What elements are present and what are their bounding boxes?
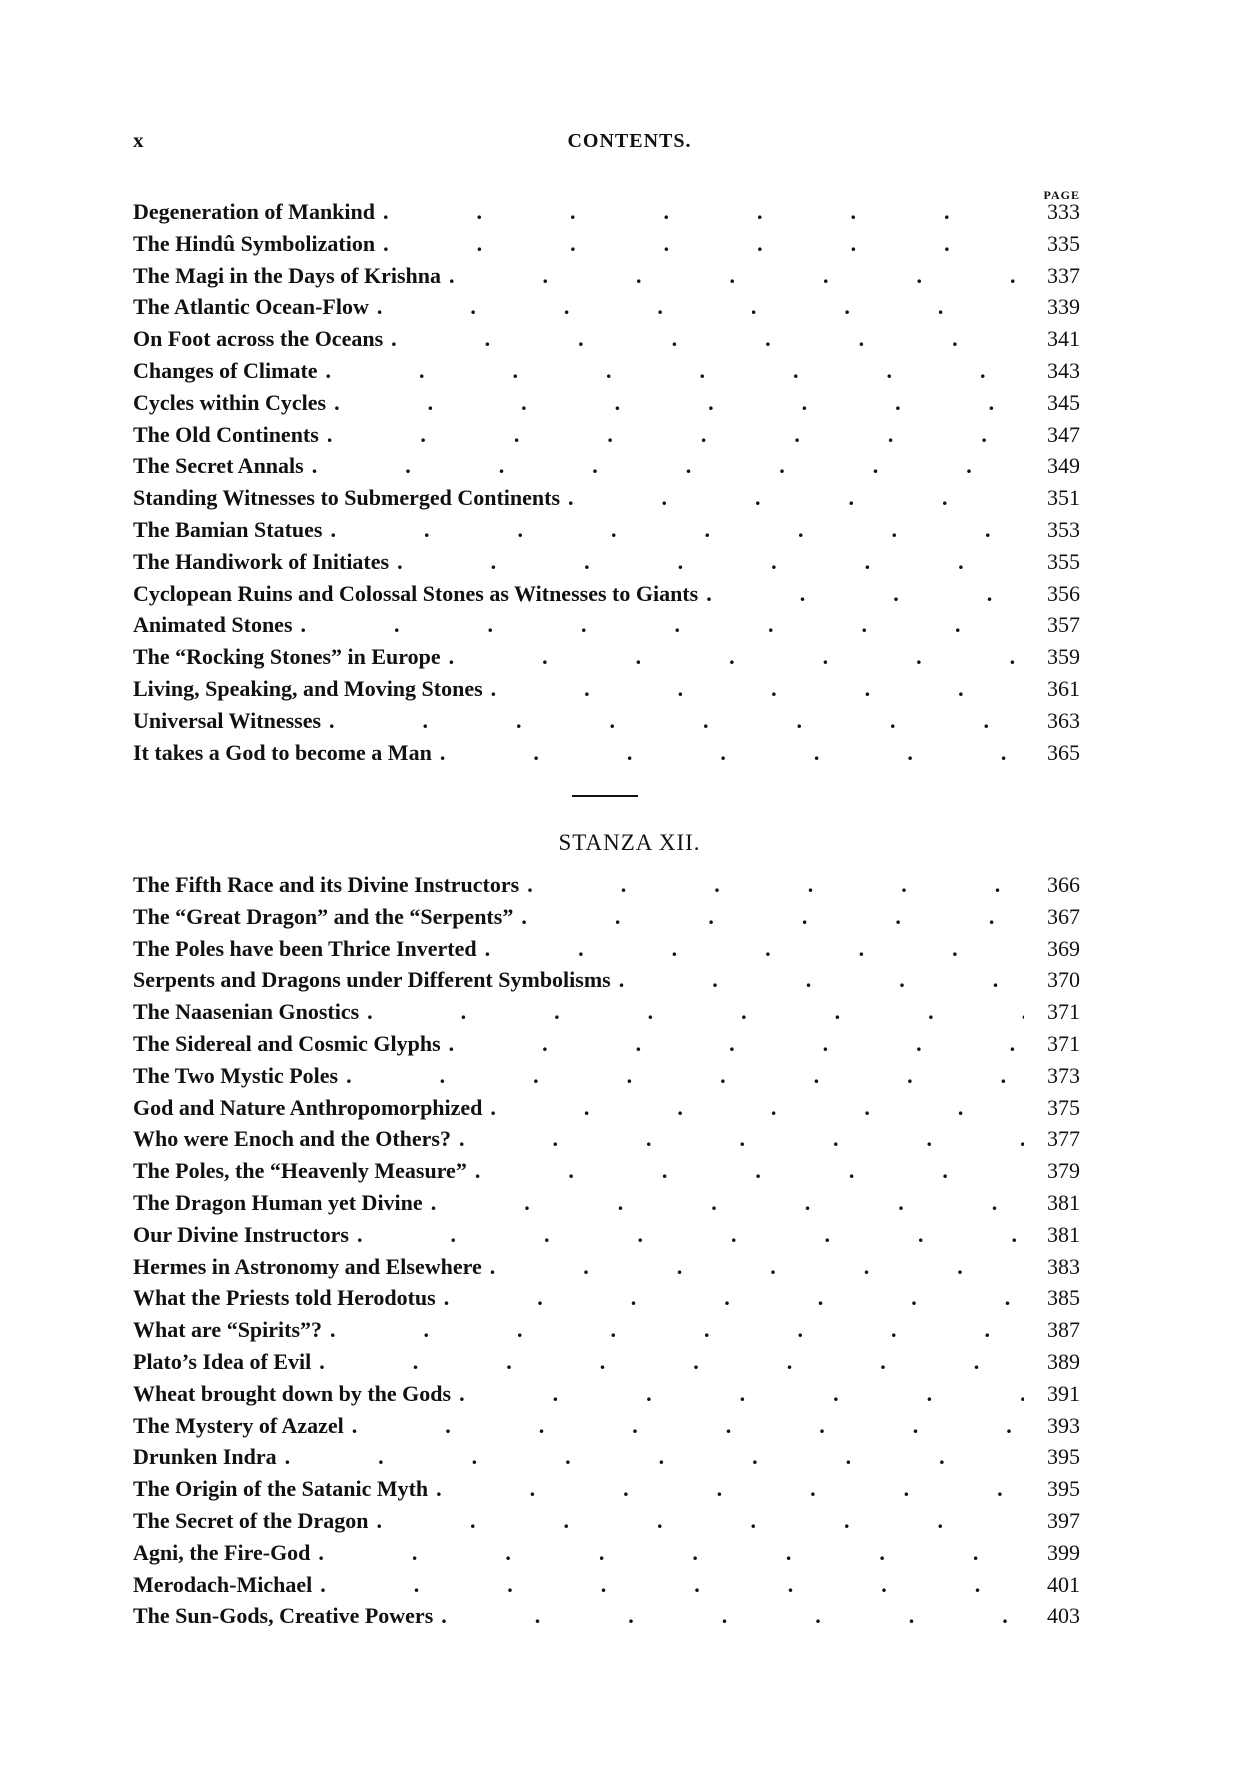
toc-entry: [133, 1569, 1080, 1601]
toc-entry-page: 341: [1047, 326, 1080, 352]
dot-leader: [436, 1473, 1024, 1505]
toc-entry: [133, 996, 1080, 1028]
dot-leader: [330, 514, 1024, 546]
toc-entry-page: 370: [1047, 967, 1080, 993]
toc-entry-title: The Sun-Gods, Creative Powers: [133, 1603, 434, 1629]
toc-entry-title: It takes a God to become a Man: [133, 739, 432, 765]
toc-entry: [133, 1314, 1080, 1346]
toc-entry-page: 337: [1047, 262, 1080, 288]
dot-leader: [376, 1505, 1024, 1537]
toc-entry-title: The Poles, the “Heavenly Measure”: [133, 1158, 467, 1184]
toc-entry-page: 367: [1047, 903, 1080, 929]
dot-leader: [444, 1282, 1024, 1314]
dot-leader: [391, 323, 1024, 355]
toc-entry-title: The Sidereal and Cosmic Glyphs: [133, 1030, 441, 1056]
toc-section-1: [133, 196, 1080, 768]
toc-entry-title: The Hindû Symbolization: [133, 230, 376, 256]
toc-entry-page: 391: [1047, 1380, 1080, 1406]
toc-entry-page: 371: [1047, 999, 1080, 1025]
dot-leader: [326, 355, 1024, 387]
toc-entry: [133, 228, 1080, 260]
running-title: CONTENTS.: [567, 130, 692, 152]
dot-leader: [619, 964, 1024, 996]
toc-entry-title: Cycles within Cycles: [133, 389, 327, 415]
toc-entry-page: 381: [1047, 1189, 1080, 1215]
toc-entry: [133, 546, 1080, 578]
toc-entry-page: 365: [1047, 739, 1080, 765]
toc-entry-title: The Naasenian Gnostics: [133, 999, 360, 1025]
toc-entry: [133, 419, 1080, 451]
toc-entry: [133, 1600, 1080, 1632]
toc-entry: [133, 387, 1080, 419]
dot-leader: [441, 1600, 1024, 1632]
toc-entry-title: Plato’s Idea of Evil: [133, 1348, 312, 1374]
toc-entry-page: 381: [1047, 1221, 1080, 1247]
toc-entry: [133, 1060, 1080, 1092]
toc-entry-page: 389: [1047, 1348, 1080, 1374]
toc-entry: [133, 355, 1080, 387]
toc-entry: [133, 933, 1080, 965]
toc-entry: [133, 901, 1080, 933]
dot-leader: [285, 1441, 1024, 1473]
toc-entry-title: Universal Witnesses: [133, 707, 322, 733]
toc-entry-title: Serpents and Dragons under Different Symbolisms: [133, 967, 611, 993]
toc-entry-title: Merodach-Michael: [133, 1571, 313, 1597]
toc-entry: [133, 1092, 1080, 1124]
toc-section-2: [133, 869, 1080, 1632]
toc-entry-title: Who were Enoch and the Others?: [133, 1126, 451, 1152]
dot-leader: [329, 705, 1024, 737]
toc-entry-page: 401: [1047, 1571, 1080, 1597]
toc-entry-title: The Magi in the Days of Krishna: [133, 262, 442, 288]
toc-entry-title: Standing Witnesses to Submerged Continents: [133, 485, 561, 511]
toc-entry-title: On Foot across the Oceans: [133, 326, 384, 352]
toc-entry-title: The Dragon Human yet Divine: [133, 1189, 423, 1215]
toc-entry: [133, 1219, 1080, 1251]
toc-entry: [133, 641, 1080, 673]
dot-leader: [527, 869, 1024, 901]
dot-leader: [459, 1123, 1024, 1155]
toc-entry-title: God and Nature Anthropomorphized: [133, 1094, 483, 1120]
toc-entry-page: 383: [1047, 1253, 1080, 1279]
dot-leader: [319, 1346, 1024, 1378]
toc-entry-page: 333: [1047, 199, 1080, 224]
toc-entry-page: 373: [1047, 1062, 1080, 1088]
toc-entry: [133, 1282, 1080, 1314]
dot-leader: [301, 609, 1024, 641]
toc-entry-page: 363: [1047, 707, 1080, 733]
page-column-label: PAGE: [1043, 188, 1080, 202]
dot-leader: [449, 1028, 1024, 1060]
dot-leader: [521, 901, 1024, 933]
toc-entry-page: 385: [1047, 1285, 1080, 1311]
dot-leader: [449, 260, 1024, 292]
toc-entry-page: 359: [1047, 644, 1080, 670]
toc-entry-page: 357: [1047, 612, 1080, 638]
toc-entry-title: What the Priests told Herodotus: [133, 1285, 436, 1311]
toc-entry-page: 371: [1047, 1030, 1080, 1056]
toc-entry: [133, 705, 1080, 737]
dot-leader: [330, 1314, 1024, 1346]
toc-entry-title: The Origin of the Satanic Myth: [133, 1476, 429, 1502]
dot-leader: [352, 1410, 1024, 1442]
toc-entry-title: Hermes in Astronomy and Elsewhere: [133, 1253, 482, 1279]
dot-leader: [312, 450, 1024, 482]
dot-leader: [459, 1378, 1024, 1410]
toc-entry: [133, 450, 1080, 482]
toc-entry-title: The Atlantic Ocean-Flow: [133, 294, 369, 320]
toc-entry: [133, 1378, 1080, 1410]
dot-leader: [568, 482, 1024, 514]
toc-entry-title: The Handiwork of Initiates: [133, 548, 390, 574]
toc-entry: [133, 1410, 1080, 1442]
dot-leader: [475, 1155, 1024, 1187]
toc-entry-page: 351: [1047, 485, 1080, 511]
dot-leader: [320, 1569, 1024, 1601]
dot-leader: [440, 737, 1024, 769]
toc-entry-page: 369: [1047, 935, 1080, 961]
toc-entry-page: 387: [1047, 1317, 1080, 1343]
dot-leader: [377, 291, 1024, 323]
dot-leader: [383, 196, 1024, 228]
toc-entry-title: Drunken Indra: [133, 1444, 277, 1470]
toc-entry-title: What are “Spirits”?: [133, 1317, 323, 1343]
dot-leader: [327, 419, 1024, 451]
toc-entry-title: The Secret of the Dragon: [133, 1507, 369, 1533]
toc-entry-page: 345: [1047, 389, 1080, 415]
toc-entry: [133, 196, 1080, 228]
dot-leader: [490, 1251, 1024, 1283]
page-number: x: [133, 128, 144, 152]
toc-entry-page: 361: [1047, 675, 1080, 701]
dot-leader: [449, 641, 1024, 673]
toc-entry: [133, 1505, 1080, 1537]
toc-entry-page: 375: [1047, 1094, 1080, 1120]
toc-entry-title: The Secret Annals: [133, 453, 304, 479]
toc-entry: [133, 869, 1080, 901]
toc-entry-title: Our Divine Instructors: [133, 1221, 349, 1247]
toc-entry-title: The Fifth Race and its Divine Instructors: [133, 872, 520, 897]
dot-leader: [491, 673, 1024, 705]
toc-entry-page: 339: [1047, 294, 1080, 320]
toc-entry-title: Animated Stones: [133, 612, 293, 638]
toc-entry-page: 397: [1047, 1507, 1080, 1533]
toc-entry: [133, 260, 1080, 292]
dot-leader: [367, 996, 1024, 1028]
toc-entry: [133, 964, 1080, 996]
dot-leader: [346, 1060, 1024, 1092]
toc-entry: [133, 737, 1080, 769]
toc-entry: [133, 514, 1080, 546]
toc-entry-title: The Poles have been Thrice Inverted: [133, 935, 477, 961]
toc-entry: [133, 1441, 1080, 1473]
toc-entry-title: The Mystery of Azazel: [133, 1412, 344, 1438]
dot-leader: [706, 578, 1024, 610]
toc-entry: [133, 1028, 1080, 1060]
toc-entry: [133, 578, 1080, 610]
toc-entry-title: Living, Speaking, and Moving Stones: [133, 675, 483, 701]
toc-entry: [133, 291, 1080, 323]
toc-entry-title: The Bamian Statues: [133, 516, 323, 542]
toc-entry: [133, 1187, 1080, 1219]
toc-entry-page: 343: [1047, 357, 1080, 383]
dot-leader: [397, 546, 1024, 578]
toc-entry-title: Agni, the Fire-God: [133, 1539, 311, 1565]
toc-entry-page: 393: [1047, 1412, 1080, 1438]
toc-entry-page: 379: [1047, 1158, 1080, 1184]
toc-entry: [133, 673, 1080, 705]
toc-entry-page: 356: [1047, 580, 1080, 606]
dot-leader: [357, 1219, 1024, 1251]
toc-entry: [133, 1251, 1080, 1283]
toc-entry: [133, 1473, 1080, 1505]
toc-entry-page: 335: [1047, 230, 1080, 256]
toc-entry-title: The “Rocking Stones” in Europe: [133, 644, 441, 670]
toc-entry-title: Wheat brought down by the Gods: [133, 1380, 452, 1406]
dot-leader: [431, 1187, 1024, 1219]
dot-leader: [318, 1537, 1024, 1569]
toc-entry-page: 353: [1047, 516, 1080, 542]
toc-entry-page: 399: [1047, 1539, 1080, 1565]
toc-entry-title: Changes of Climate: [133, 357, 318, 383]
dot-leader: [334, 387, 1024, 419]
stanza-heading: STANZA XII.: [558, 830, 701, 855]
toc-entry: [133, 609, 1080, 641]
section-divider-rule: [572, 795, 638, 797]
toc-entry-title: The Old Continents: [133, 421, 319, 447]
toc-entry: [133, 482, 1080, 514]
toc-entry-title: Degeneration of Mankind: [133, 199, 375, 224]
toc-entry-title: The Two Mystic Poles: [133, 1062, 339, 1088]
toc-entry-page: 403: [1047, 1603, 1080, 1629]
dot-leader: [490, 1092, 1024, 1124]
toc-entry-page: 366: [1047, 872, 1080, 897]
toc-entry-page: 377: [1047, 1126, 1080, 1152]
toc-entry-page: 395: [1047, 1444, 1080, 1470]
toc-entry: [133, 1123, 1080, 1155]
toc-entry: [133, 1155, 1080, 1187]
toc-entry: [133, 1537, 1080, 1569]
toc-entry-page: 347: [1047, 421, 1080, 447]
toc-entry-page: 395: [1047, 1476, 1080, 1502]
toc-entry-page: 355: [1047, 548, 1080, 574]
toc-entry-title: The “Great Dragon” and the “Serpents”: [133, 903, 514, 929]
toc-entry-page: 349: [1047, 453, 1080, 479]
toc-entry: [133, 1346, 1080, 1378]
dot-leader: [485, 933, 1024, 965]
toc-entry-title: Cyclopean Ruins and Colossal Stones as Witnesses to Giants: [133, 580, 699, 606]
dot-leader: [383, 228, 1024, 260]
toc-entry: [133, 323, 1080, 355]
